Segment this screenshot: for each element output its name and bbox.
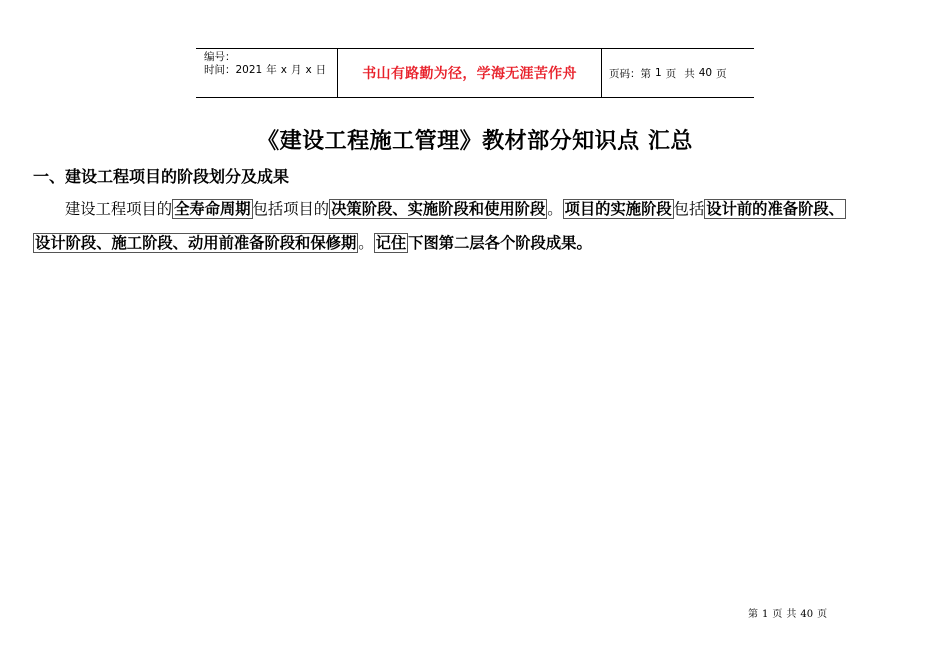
- section-heading: 一、建设工程项目的阶段划分及成果: [33, 167, 290, 186]
- footer-ye: 页: [772, 609, 783, 620]
- keyword-box: 决策阶段、实施阶段和使用阶段: [331, 200, 546, 218]
- time-month: x: [280, 64, 287, 76]
- paragraph-line-1: [33, 200, 918, 218]
- page-ye: 页: [665, 67, 677, 80]
- time-day: x: [305, 64, 312, 76]
- motto-text: 书山有路勤为径，学海无涯苦作舟: [362, 66, 577, 82]
- document-title: 《建设工程施工管理》教材部分知识点 汇总: [257, 128, 693, 154]
- time-year: 2021: [235, 64, 263, 76]
- total-gong: 共: [684, 67, 695, 80]
- footer-ye2: 页: [817, 609, 828, 620]
- footer-page: 1: [762, 609, 769, 620]
- header-page-cell: [602, 49, 754, 97]
- page-label: 页码：第: [609, 67, 651, 80]
- header-motto-cell: [338, 49, 602, 97]
- footer-total: 40: [800, 609, 814, 620]
- keyword-box: 项目的实施阶段: [564, 200, 672, 218]
- time-ri: 日: [315, 64, 327, 76]
- para-text: 。: [358, 234, 374, 252]
- footer-gong: 共: [786, 609, 797, 620]
- para-text: 建设工程项目的: [65, 200, 173, 218]
- header-table: [196, 48, 754, 98]
- page-footer: [748, 605, 831, 620]
- keyword-box: 设计阶段、施工阶段、动用前准备阶段和保修期: [35, 234, 357, 252]
- number-label: 编号：: [204, 51, 236, 63]
- time-yue: 月: [290, 64, 302, 76]
- footer-di: 第: [748, 609, 758, 620]
- time-line: [204, 64, 337, 77]
- header-meta-cell: [196, 49, 338, 97]
- para-text: 。: [547, 200, 563, 218]
- total-pages: 40: [698, 67, 713, 79]
- para-bold-text: 下图第二层各个阶段成果。: [408, 234, 592, 252]
- keyword-box: 记住: [375, 234, 407, 252]
- page-number: 1: [655, 67, 662, 79]
- total-ye: 页: [716, 67, 727, 80]
- time-nian: 年: [266, 64, 277, 76]
- time-label: 时间：: [204, 64, 236, 76]
- paragraph-line-2: [33, 234, 918, 252]
- keyword-box: 全寿命周期: [174, 200, 251, 218]
- para-text: 包括: [673, 200, 705, 218]
- keyword-box: 设计前的准备阶段、: [706, 200, 844, 218]
- para-text: 包括项目的: [252, 200, 330, 218]
